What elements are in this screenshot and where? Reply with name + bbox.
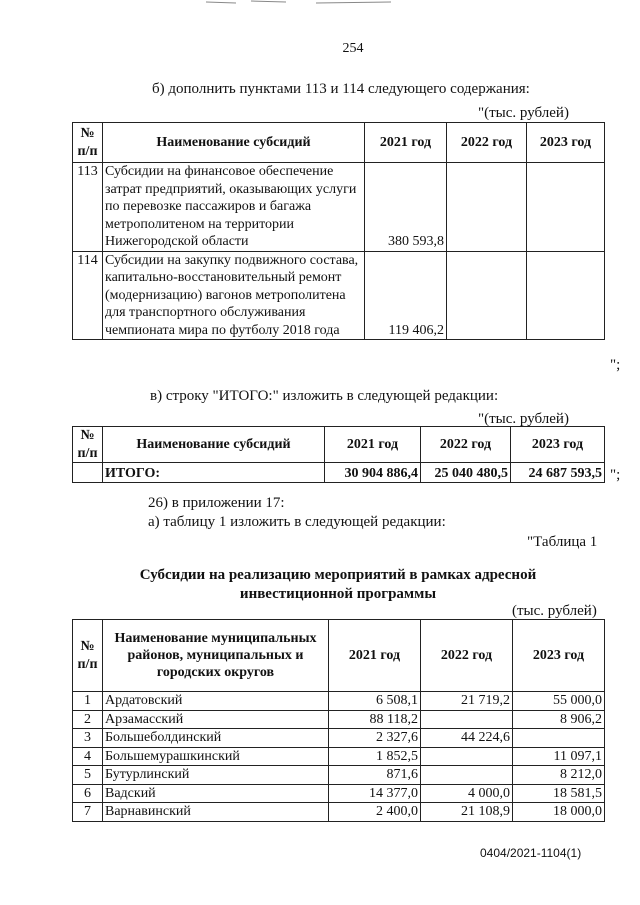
table2-close-mark: "; — [610, 467, 621, 483]
section-title-line1: Субсидии на реализацию мероприятий в рамках адресной — [139, 567, 537, 583]
table3-header-2021: 2021 год — [329, 620, 421, 692]
table-label: "Таблица 1 — [527, 534, 598, 550]
row-2022: 21 719,2 — [421, 692, 513, 711]
row-number: 114 — [73, 251, 103, 340]
municipal-subsidies-table — [72, 619, 605, 822]
row-number: 4 — [73, 747, 103, 766]
total-label: ИТОГО: — [103, 463, 325, 483]
table3-header-name: Наименование муниципальных районов, муниципальных и городских округов — [103, 620, 329, 692]
units-label-3: (тыс. рублей) — [512, 603, 597, 619]
table1-header-row — [73, 123, 605, 163]
table-row — [73, 692, 605, 711]
row-number: 2 — [73, 710, 103, 729]
row-2021: 119 406,2 — [365, 251, 447, 340]
row-2023: 55 000,0 — [513, 692, 605, 711]
table2-header-2022: 2022 год — [421, 427, 511, 463]
row-2023: 18 000,0 — [513, 803, 605, 822]
row-name: Большемурашкинский — [103, 747, 329, 766]
item-26: 26) в приложении 17: — [148, 495, 285, 511]
table2-header-num: № п/п — [73, 427, 103, 463]
row-2022: 4 000,0 — [421, 784, 513, 803]
table1-header-2022: 2022 год — [447, 123, 527, 163]
table3-header-2022: 2022 год — [421, 620, 513, 692]
row-2022 — [421, 747, 513, 766]
top-edge-marks — [196, 0, 396, 6]
total-row — [73, 463, 605, 483]
item-a: а) таблицу 1 изложить в следующей редакции: — [148, 514, 446, 530]
footer-code: 0404/2021-1104(1) — [480, 846, 582, 860]
row-2023: 8 906,2 — [513, 710, 605, 729]
row-2021: 6 508,1 — [329, 692, 421, 711]
row-2021: 2 400,0 — [329, 803, 421, 822]
row-name: Бутурлинский — [103, 766, 329, 785]
row-2022 — [447, 251, 527, 340]
row-2023 — [513, 729, 605, 748]
row-name: Вадский — [103, 784, 329, 803]
row-2022 — [447, 163, 527, 252]
row-2023: 11 097,1 — [513, 747, 605, 766]
row-2022 — [421, 766, 513, 785]
row-2022: 21 108,9 — [421, 803, 513, 822]
row-name: Варнавинский — [103, 803, 329, 822]
intro-v: в) строку "ИТОГО:" изложить в следующей редакции: — [150, 388, 499, 404]
table1-header-name: Наименование субсидий — [103, 123, 365, 163]
row-2021: 871,6 — [329, 766, 421, 785]
table3-header-row — [73, 620, 605, 692]
table2-header-2023: 2023 год — [511, 427, 605, 463]
units-label-2: "(тыс. рублей) — [478, 411, 569, 427]
row-name: Большеболдинский — [103, 729, 329, 748]
total-2023: 24 687 593,5 — [511, 463, 605, 483]
row-2021: 2 327,6 — [329, 729, 421, 748]
row-number: 5 — [73, 766, 103, 785]
row-2023 — [527, 251, 605, 340]
row-2021: 88 118,2 — [329, 710, 421, 729]
total-num-cell — [73, 463, 103, 483]
subsidies-total-table — [72, 426, 605, 483]
row-name: Субсидии на закупку подвижного состава, капитально-восстановительный ремонт (модернизацию) вагонов метрополитена для транспортного обслуживания чемпионата мира по футболу 2018 года — [103, 251, 365, 340]
table2-header-row — [73, 427, 605, 463]
total-2021: 30 904 886,4 — [325, 463, 421, 483]
table-row — [73, 729, 605, 748]
row-number: 113 — [73, 163, 103, 252]
row-number: 3 — [73, 729, 103, 748]
row-number: 1 — [73, 692, 103, 711]
table-row — [73, 766, 605, 785]
table1-header-2023: 2023 год — [527, 123, 605, 163]
row-2021: 380 593,8 — [365, 163, 447, 252]
row-2021: 1 852,5 — [329, 747, 421, 766]
table-row — [73, 747, 605, 766]
table1-close-mark: "; — [610, 357, 621, 373]
row-2023: 8 212,0 — [513, 766, 605, 785]
table3-header-num: № п/п — [73, 620, 103, 692]
subsidies-table-1 — [72, 122, 605, 340]
table-row — [73, 803, 605, 822]
row-name: Арзамасский — [103, 710, 329, 729]
row-name: Ардатовский — [103, 692, 329, 711]
page-number: 254 — [342, 41, 364, 56]
table3-header-2023: 2023 год — [513, 620, 605, 692]
table2-header-name: Наименование субсидий — [103, 427, 325, 463]
row-2022: 44 224,6 — [421, 729, 513, 748]
table1-header-num: № п/п — [73, 123, 103, 163]
section-title-line2: инвестиционной программы — [239, 586, 437, 602]
intro-b: б) дополнить пунктами 113 и 114 следующего содержания: — [152, 81, 530, 97]
table-row — [73, 163, 605, 252]
row-2021: 14 377,0 — [329, 784, 421, 803]
row-number: 6 — [73, 784, 103, 803]
table2-header-2021: 2021 год — [325, 427, 421, 463]
table-row — [73, 784, 605, 803]
row-2023 — [527, 163, 605, 252]
units-label-1: "(тыс. рублей) — [478, 105, 569, 121]
table-row — [73, 251, 605, 340]
row-number: 7 — [73, 803, 103, 822]
table-row — [73, 710, 605, 729]
total-2022: 25 040 480,5 — [421, 463, 511, 483]
table1-header-2021: 2021 год — [365, 123, 447, 163]
row-name: Субсидии на финансовое обеспечение затрат предприятий, оказывающих услуги по перевозке пассажиров и багажа метрополитеном на территории Нижегородской области — [103, 163, 365, 252]
row-2022 — [421, 710, 513, 729]
row-2023: 18 581,5 — [513, 784, 605, 803]
